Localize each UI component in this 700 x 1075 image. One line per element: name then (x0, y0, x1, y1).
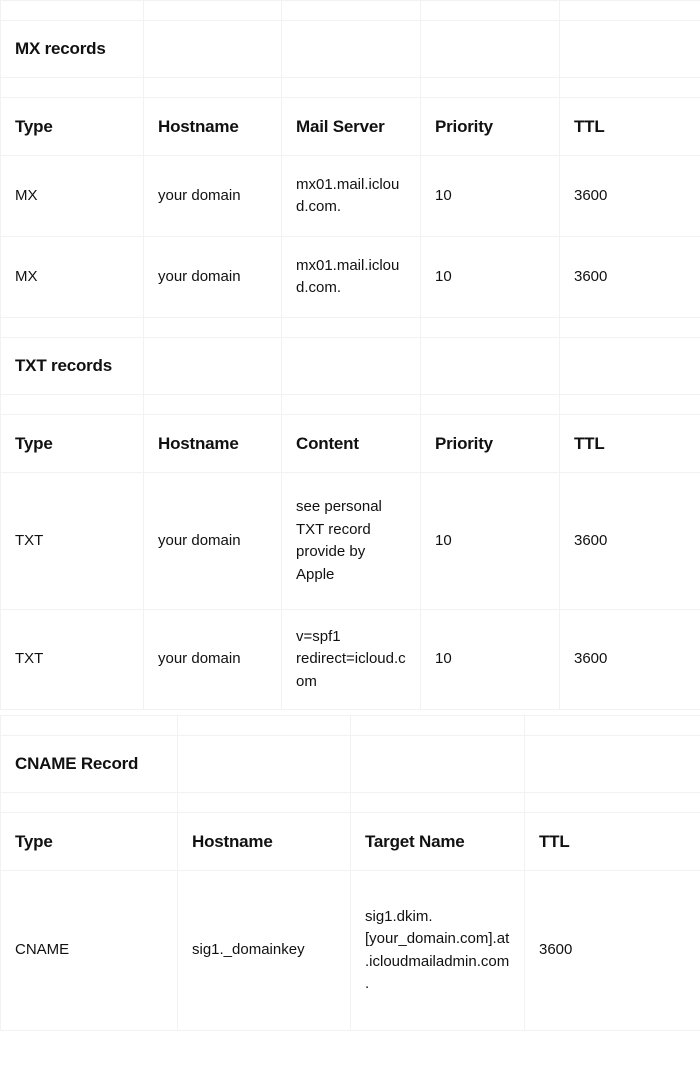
txt-section-title: TXT records (1, 338, 144, 395)
spacer-cell (178, 716, 351, 736)
spacer-cell (282, 78, 421, 98)
spacer-cell (144, 395, 282, 415)
spacer-cell (1, 395, 144, 415)
cell-hostname: your domain (144, 610, 282, 710)
spacer-row (1, 716, 700, 736)
spacer-cell (1, 78, 144, 98)
spacer-cell (282, 1, 421, 21)
spacer-cell (351, 793, 525, 813)
cell-priority: 10 (421, 156, 560, 237)
cell-type: MX (1, 237, 144, 318)
column-header-hostname: Hostname (144, 98, 282, 156)
spacer-cell (421, 1, 560, 21)
column-header-type: Type (1, 415, 144, 473)
spacer-cell (525, 716, 700, 736)
spacer-cell (178, 736, 351, 793)
spacer-cell (525, 793, 700, 813)
cname-record-table (0, 715, 700, 1031)
cell-hostname: your domain (144, 156, 282, 237)
spacer-cell (351, 736, 525, 793)
spacer-row (1, 395, 700, 415)
spacer-row (1, 78, 700, 98)
spacer-cell (144, 1, 282, 21)
column-header-ttl: TTL (525, 813, 700, 871)
cname-section-title-row (1, 736, 700, 793)
cell-priority: 10 (421, 610, 560, 710)
cell-content: v=spf1 redirect=icloud.com (282, 610, 421, 710)
spacer-cell (525, 736, 700, 793)
column-header-mail-server: Mail Server (282, 98, 421, 156)
cell-content: see personal TXT record provide by Apple (282, 473, 421, 610)
txt-section-title-row (1, 338, 700, 395)
spacer-cell (144, 318, 282, 338)
txt-column-header-row (1, 415, 700, 473)
spacer-row (1, 1, 700, 21)
spacer-cell (1, 318, 144, 338)
spacer-cell (1, 1, 144, 21)
mx-column-header-row (1, 98, 700, 156)
cell-type: MX (1, 156, 144, 237)
spacer-cell (560, 21, 700, 78)
column-header-priority: Priority (421, 415, 560, 473)
cell-target-name: sig1.dkim.[your_domain.com].at.icloudmailadmin.com. (351, 871, 525, 1031)
column-header-ttl: TTL (560, 415, 700, 473)
cell-mail-server: mx01.mail.icloud.com. (282, 237, 421, 318)
cell-mail-server: mx01.mail.icloud.com. (282, 156, 421, 237)
column-header-target-name: Target Name (351, 813, 525, 871)
spacer-cell (178, 793, 351, 813)
cell-hostname: your domain (144, 237, 282, 318)
spacer-cell (560, 318, 700, 338)
spacer-cell (560, 395, 700, 415)
cell-type: TXT (1, 610, 144, 710)
table-row (1, 473, 700, 610)
column-header-hostname: Hostname (178, 813, 351, 871)
spacer-cell (351, 716, 525, 736)
table-row (1, 871, 700, 1031)
column-header-hostname: Hostname (144, 415, 282, 473)
cell-priority: 10 (421, 237, 560, 318)
cname-section-title: CNAME Record (1, 736, 178, 793)
cell-type: CNAME (1, 871, 178, 1031)
spacer-cell (282, 338, 421, 395)
spacer-cell (421, 21, 560, 78)
column-header-ttl: TTL (560, 98, 700, 156)
cell-ttl: 3600 (525, 871, 700, 1031)
spacer-cell (560, 338, 700, 395)
table-row (1, 156, 700, 237)
cell-ttl: 3600 (560, 473, 700, 610)
spacer-row (1, 793, 700, 813)
mx-section-title-row (1, 21, 700, 78)
cell-hostname: sig1._domainkey (178, 871, 351, 1031)
cname-column-header-row (1, 813, 700, 871)
spacer-cell (1, 716, 178, 736)
spacer-cell (421, 395, 560, 415)
spacer-cell (282, 318, 421, 338)
table-row (1, 237, 700, 318)
cell-ttl: 3600 (560, 610, 700, 710)
column-header-content: Content (282, 415, 421, 473)
spacer-cell (421, 78, 560, 98)
spacer-cell (144, 21, 282, 78)
spacer-row (1, 318, 700, 338)
spacer-cell (1, 793, 178, 813)
cell-ttl: 3600 (560, 156, 700, 237)
table-row (1, 610, 700, 710)
column-header-type: Type (1, 813, 178, 871)
cell-priority: 10 (421, 473, 560, 610)
spacer-cell (282, 21, 421, 78)
spacer-cell (144, 338, 282, 395)
mx-section-title: MX records (1, 21, 144, 78)
column-header-type: Type (1, 98, 144, 156)
spacer-cell (144, 78, 282, 98)
spacer-cell (560, 1, 700, 21)
column-header-priority: Priority (421, 98, 560, 156)
spacer-cell (421, 318, 560, 338)
spacer-cell (560, 78, 700, 98)
cell-type: TXT (1, 473, 144, 610)
spacer-cell (421, 338, 560, 395)
spacer-cell (282, 395, 421, 415)
cell-hostname: your domain (144, 473, 282, 610)
cell-ttl: 3600 (560, 237, 700, 318)
